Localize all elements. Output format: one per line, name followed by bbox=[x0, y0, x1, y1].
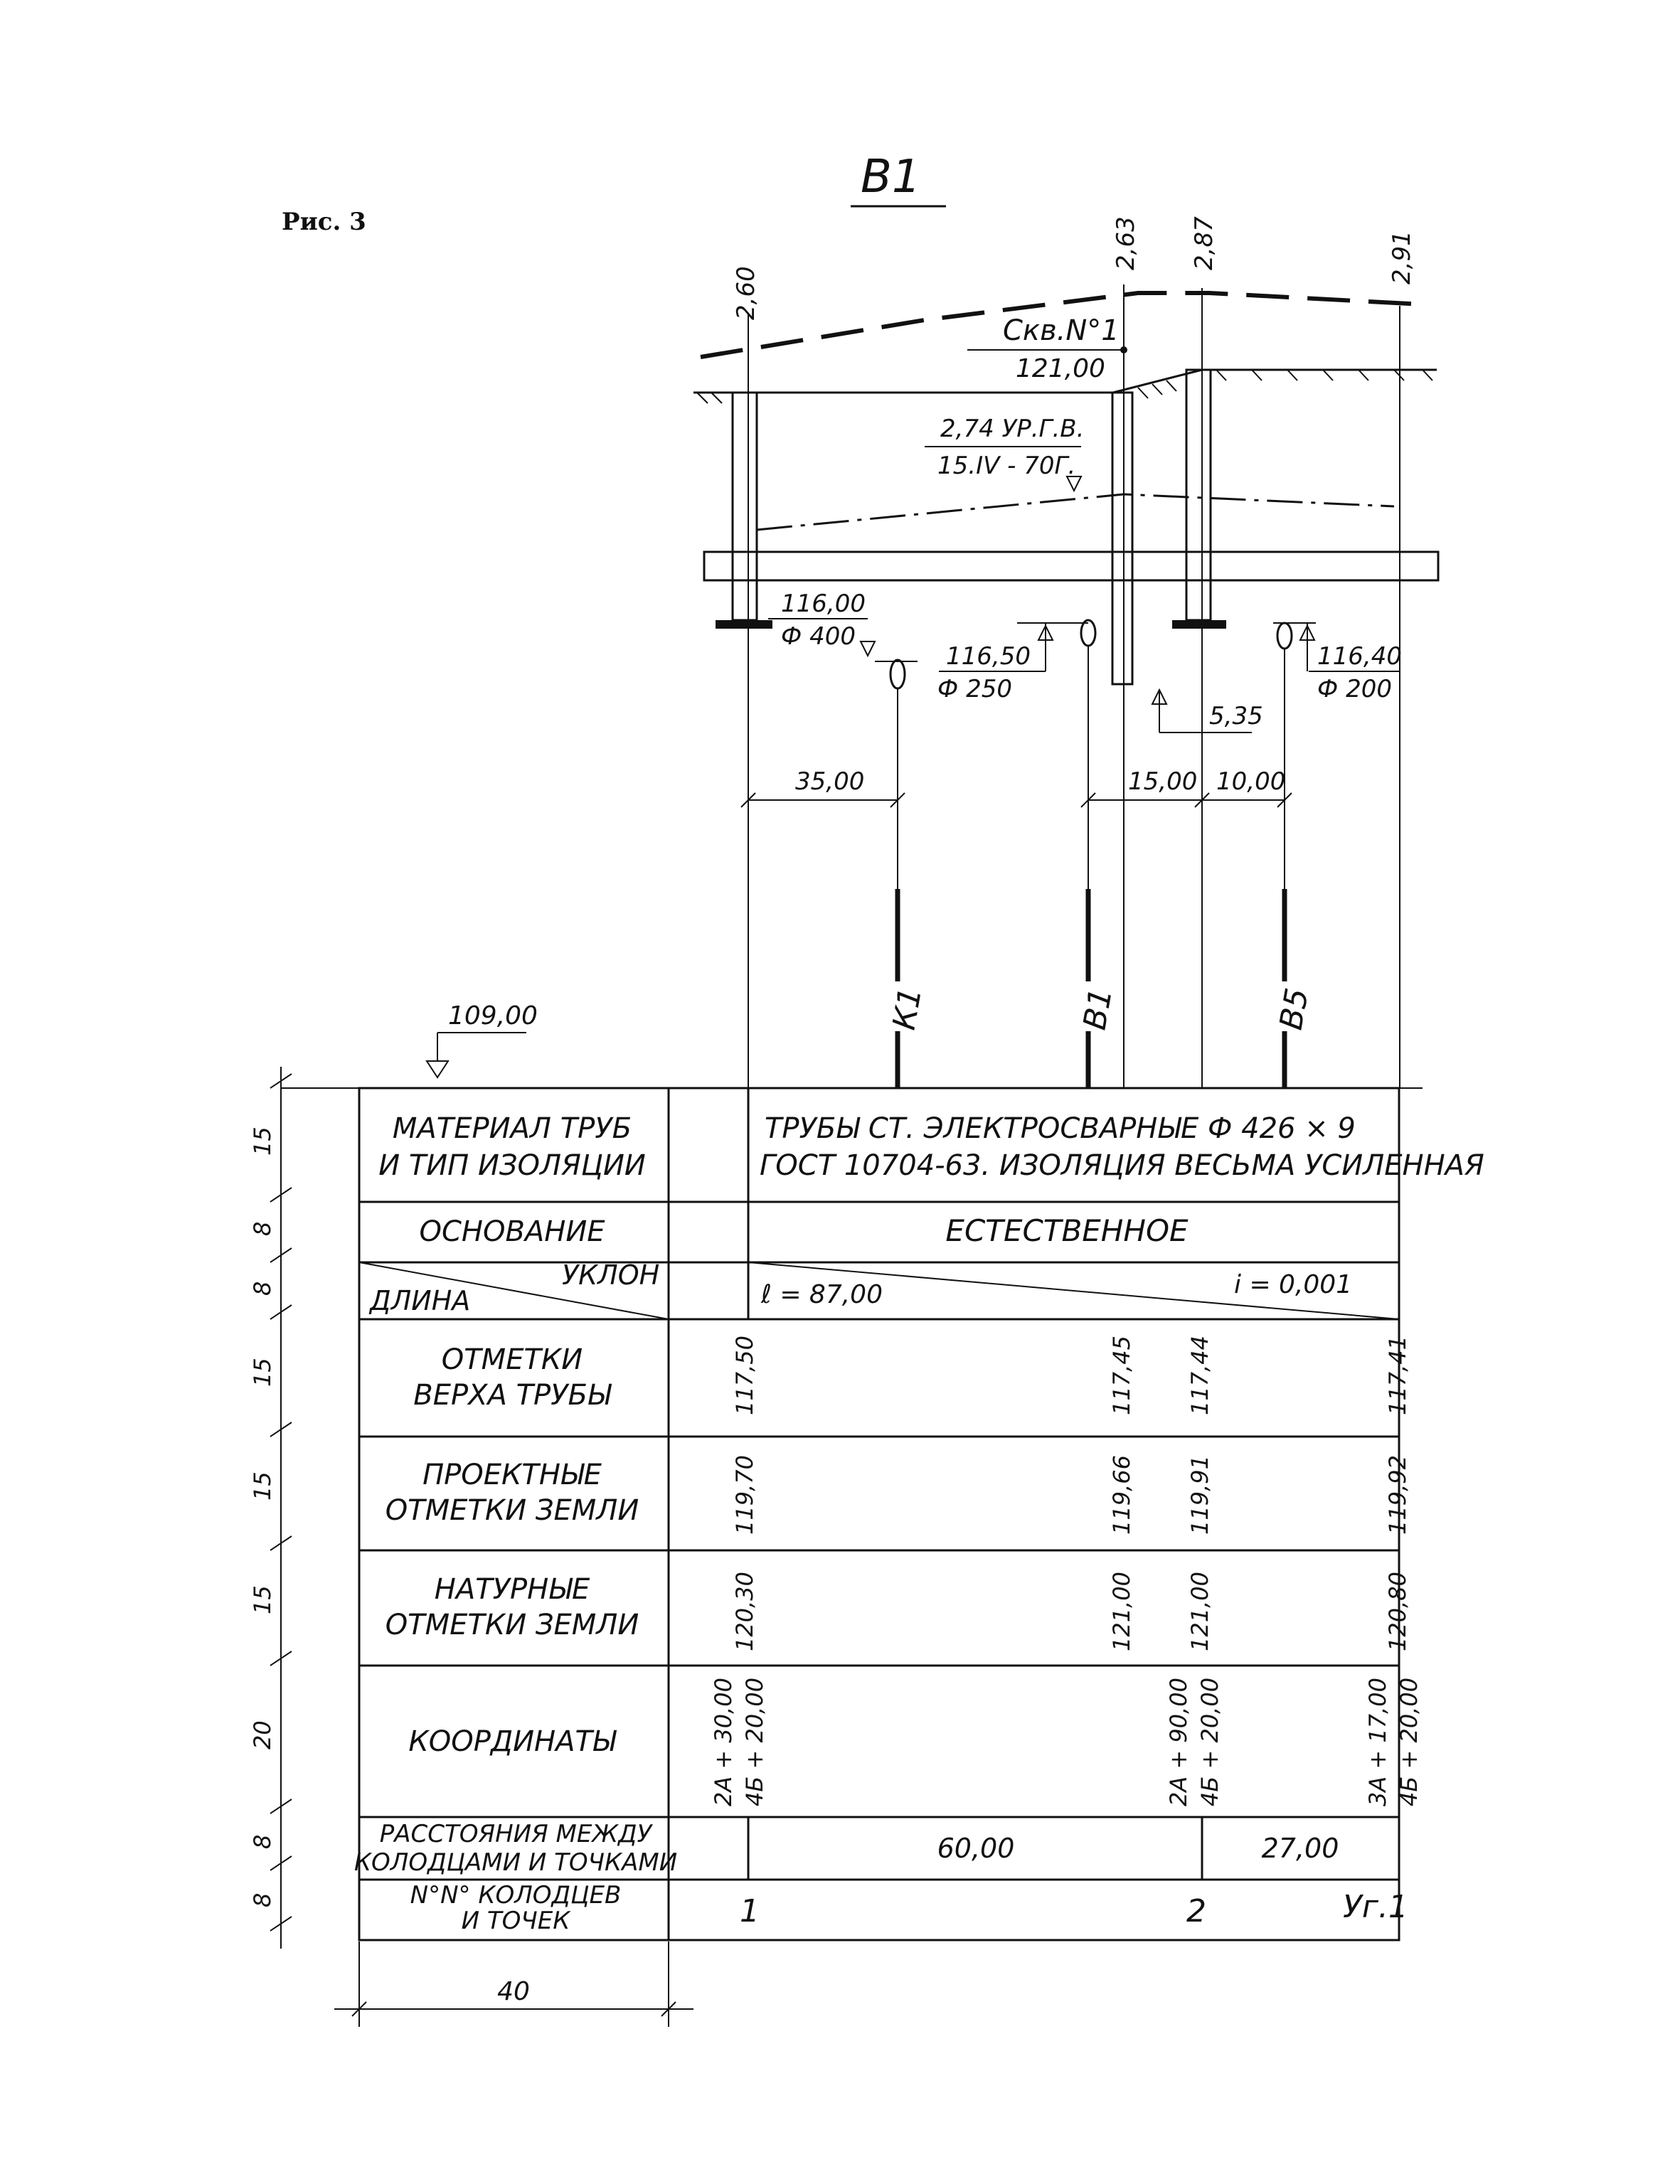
crossing-3-elevation: 116,40 bbox=[1317, 642, 1402, 671]
figure-label: Рис. 3 bbox=[282, 208, 366, 236]
groundwater-line bbox=[757, 494, 1394, 530]
design-ground-value-3: 119,91 bbox=[1186, 1455, 1213, 1535]
design-ground-value-4: 119,92 bbox=[1384, 1455, 1411, 1535]
pipe-top-label-1: ОТМЕТКИ bbox=[441, 1343, 583, 1376]
base-label: ОСНОВАНИЕ bbox=[419, 1215, 605, 1248]
row-height-5: 15 bbox=[249, 1471, 276, 1501]
well-value-3: Уг.1 bbox=[1343, 1889, 1408, 1925]
pipe-k1-section bbox=[890, 660, 905, 688]
pile-depth-value: 5,35 bbox=[1209, 702, 1263, 730]
crossing-2-elevation: 116,50 bbox=[946, 642, 1031, 671]
pile-1 bbox=[733, 393, 757, 620]
network-label-k1: К1 bbox=[886, 984, 930, 1033]
borehole-casing bbox=[1112, 393, 1132, 684]
coord-2-a: 2А + 90,00 bbox=[1165, 1677, 1192, 1806]
natural-ground-value-3: 121,00 bbox=[1186, 1572, 1213, 1651]
crossing-1-marker bbox=[861, 641, 875, 656]
row-height-6: 15 bbox=[249, 1585, 276, 1614]
row-height-4: 15 bbox=[249, 1358, 276, 1387]
row-height-2: 8 bbox=[249, 1221, 276, 1236]
groundwater-date: 15.IV - 70Г. bbox=[937, 452, 1076, 480]
natural-ground-value-2: 121,00 bbox=[1108, 1572, 1135, 1651]
pipe-b5-section bbox=[1277, 623, 1292, 649]
ground-mark-3: 2,87 bbox=[1190, 216, 1218, 270]
header-width-value: 40 bbox=[497, 1977, 530, 2006]
crossing-1-diameter: Ф 400 bbox=[781, 622, 856, 651]
pipe-top-value-3: 117,44 bbox=[1186, 1336, 1213, 1415]
ground-mark-1: 2,60 bbox=[732, 266, 760, 320]
crossing-3-diameter: Ф 200 bbox=[1317, 675, 1392, 703]
pipe-top-value-2: 117,45 bbox=[1108, 1336, 1135, 1415]
design-ground-label-2: ОТМЕТКИ ЗЕМЛИ bbox=[385, 1494, 639, 1527]
natural-ground-label-1: НАТУРНЫЕ bbox=[434, 1573, 590, 1606]
slope-label-length: ДЛИНА bbox=[370, 1285, 471, 1316]
material-label-1: МАТЕРИАЛ ТРУБ bbox=[392, 1112, 632, 1145]
groundwater-level: 2,74 УР.Г.В. bbox=[940, 415, 1085, 443]
natural-ground-value-1: 120,30 bbox=[731, 1572, 758, 1651]
crossing-1-elevation: 116,00 bbox=[781, 590, 866, 618]
distances-label-2: КОЛОДЦАМИ И ТОЧКАМИ bbox=[353, 1848, 678, 1877]
well-value-2: 2 bbox=[1186, 1893, 1206, 1929]
slope-label-slope: УКЛОН bbox=[562, 1259, 660, 1291]
distance-value-2: 27,00 bbox=[1261, 1833, 1339, 1864]
material-value-2: ГОСТ 10704-63. ИЗОЛЯЦИЯ ВЕСЬМА УСИЛЕННАЯ bbox=[760, 1149, 1484, 1182]
pipe-top-value-1: 117,50 bbox=[731, 1336, 758, 1415]
coord-2-b: 4Б + 20,00 bbox=[1196, 1677, 1223, 1806]
spacing-1: 35,00 bbox=[795, 767, 865, 796]
spacing-3: 10,00 bbox=[1216, 767, 1286, 796]
section-title: В1 bbox=[861, 151, 921, 203]
pile-2-footing bbox=[1172, 620, 1226, 629]
datum-marker bbox=[427, 1061, 448, 1077]
material-label-2: И ТИП ИЗОЛЯЦИИ bbox=[378, 1149, 646, 1182]
distances-label-1: РАССТОЯНИЯ МЕЖДУ bbox=[379, 1820, 652, 1848]
pipe-top-value-4: 117,41 bbox=[1384, 1336, 1411, 1415]
material-value-1: ТРУБЫ СТ. ЭЛЕКТРОСВАРНЫЕ Ф 426 × 9 bbox=[765, 1112, 1356, 1145]
trestle-beam bbox=[704, 552, 1438, 580]
spacing-2: 15,00 bbox=[1128, 767, 1198, 796]
pipe-b1-section bbox=[1081, 620, 1095, 646]
row-height-3: 8 bbox=[249, 1281, 276, 1296]
row-height-8: 8 bbox=[249, 1834, 276, 1849]
design-ground-label-1: ПРОЕКТНЫЕ bbox=[422, 1459, 602, 1491]
pile-1-footing bbox=[716, 620, 772, 629]
coord-3-b: 4Б + 20,00 bbox=[1395, 1677, 1423, 1806]
crossing-2-diameter: Ф 250 bbox=[937, 675, 1012, 703]
well-value-1: 1 bbox=[740, 1893, 760, 1929]
base-value: ЕСТЕСТВЕННОЕ bbox=[945, 1213, 1189, 1248]
borehole-point bbox=[1120, 346, 1127, 353]
distance-value-1: 60,00 bbox=[937, 1833, 1015, 1864]
row-height-9: 8 bbox=[249, 1892, 276, 1907]
wells-label-1: N°N° КОЛОДЦЕВ bbox=[410, 1881, 622, 1909]
coord-1-b: 4Б + 20,00 bbox=[741, 1677, 768, 1806]
wells-label-2: И ТОЧЕК bbox=[461, 1907, 570, 1935]
design-ground-value-2: 119,66 bbox=[1108, 1455, 1135, 1535]
coord-1-a: 2А + 30,00 bbox=[710, 1677, 737, 1806]
datum-value: 109,00 bbox=[448, 1001, 538, 1030]
slope-length-value: ℓ = 87,00 bbox=[761, 1280, 883, 1309]
ground-mark-2: 2,63 bbox=[1112, 216, 1140, 270]
coordinates-label: КООРДИНАТЫ bbox=[408, 1725, 616, 1758]
network-label-b1: В1 bbox=[1076, 985, 1120, 1033]
network-label-b5: В5 bbox=[1272, 985, 1316, 1033]
coord-3-a: 3А + 17,00 bbox=[1364, 1677, 1391, 1806]
pipe-top-label-2: ВЕРХА ТРУБЫ bbox=[413, 1379, 611, 1412]
row-height-1: 15 bbox=[249, 1126, 276, 1156]
borehole-label: Скв.N°1 bbox=[1003, 314, 1120, 347]
natural-ground-value-4: 120,80 bbox=[1384, 1572, 1411, 1651]
slope-value: i = 0,001 bbox=[1234, 1270, 1353, 1299]
design-ground-value-1: 119,70 bbox=[731, 1455, 758, 1535]
ground-mark-4: 2,91 bbox=[1388, 230, 1416, 284]
pile-2 bbox=[1186, 370, 1211, 620]
natural-ground-label-2: ОТМЕТКИ ЗЕМЛИ bbox=[385, 1609, 639, 1641]
borehole-elevation: 121,00 bbox=[1016, 354, 1105, 383]
row-height-7: 20 bbox=[249, 1720, 276, 1749]
